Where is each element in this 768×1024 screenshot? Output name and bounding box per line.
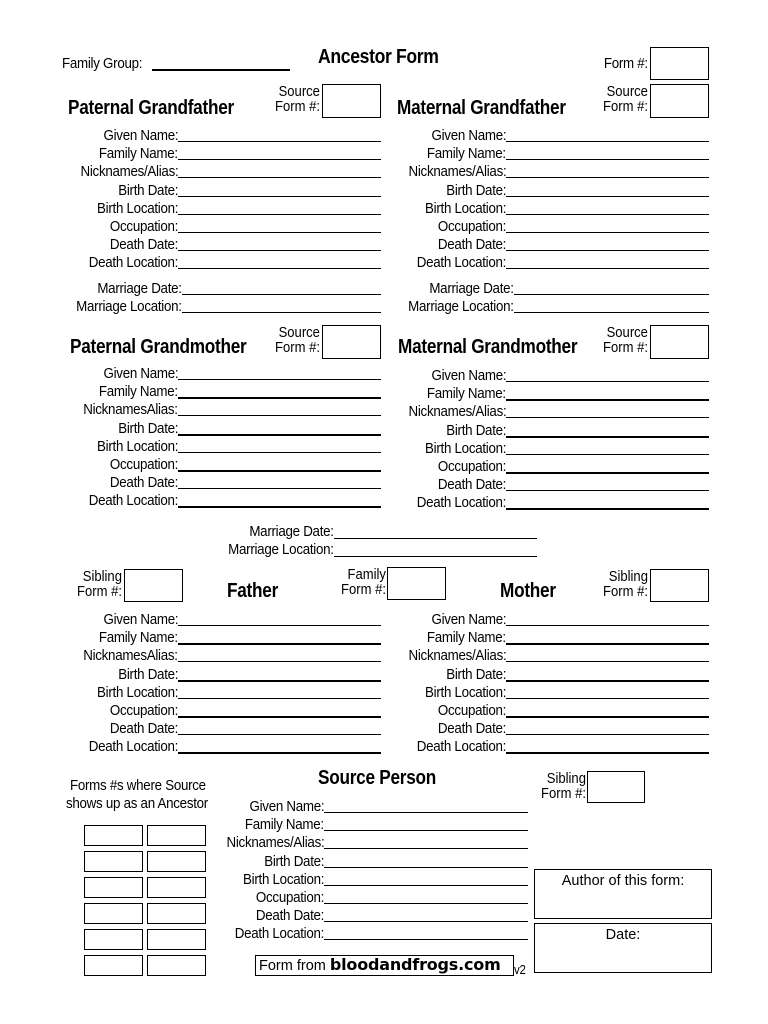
paternal-grandmother-field-1[interactable] [178,397,381,399]
forms-where-box[interactable] [147,929,206,950]
author-label: Author of this form: [561,873,685,889]
father-field-1[interactable] [178,643,381,645]
form-number-label: Form #: [603,56,648,72]
maternal-grandmother-field-1[interactable] [506,399,709,401]
maternal-grandmother-label-4: Birth Location: [424,440,506,457]
maternal-grandfather-field-4[interactable] [506,214,709,215]
source-person-label-0: Given Name: [249,799,324,815]
paternal-grandfather-field-0[interactable] [178,141,381,142]
father-label-7: Death Location: [88,739,178,756]
mother-label-3: Birth Date: [446,666,506,683]
paternal-grandmother-field-2[interactable] [178,415,381,416]
mother-label-2: Nicknames/Alias: [408,648,506,665]
mother-field-0[interactable] [506,625,709,626]
page-title: Ancestor Form [318,46,439,68]
paternal-grandfather-field-3[interactable] [178,196,381,197]
father-label-3: Birth Date: [118,666,178,683]
maternal-grandfather-field-2[interactable] [506,177,709,178]
pgf-marriage-location-field[interactable] [182,312,381,313]
mgf-marriage-date-label: Marriage Date: [429,281,514,297]
maternal-grandfather-source-label: Source Form #: [603,84,648,115]
maternal-grandmother-source-box[interactable] [650,325,709,359]
paternal-grandmother-source-box[interactable] [322,325,381,359]
paternal-grandmother-label-3: Birth Date: [118,420,178,437]
maternal-grandfather-label-2: Nicknames/Alias: [408,164,506,181]
pgf-marriage-location-label: Marriage Location: [76,299,182,315]
credit-version: v2 [514,963,526,977]
paternal-grandmother-label-6: Death Date: [109,475,178,492]
father-label-4: Birth Location: [96,684,178,701]
father-family-label: Family Form #: [341,567,386,598]
maternal-grandfather-field-6[interactable] [506,250,709,251]
maternal-grandfather-field-0[interactable] [506,141,709,142]
father-field-7[interactable] [178,752,381,754]
source-person-field-7[interactable] [324,939,528,940]
paternal-grandmother-field-6[interactable] [178,488,381,489]
source-person-field-1[interactable] [324,830,528,831]
maternal-grandfather-source-box[interactable] [650,84,709,118]
source-person-field-4[interactable] [324,885,528,886]
mother-field-7[interactable] [506,752,709,754]
mother-label-5: Occupation: [437,703,506,719]
maternal-grandmother-label-6: Death Date: [437,477,506,494]
mother-sibling-label: Sibling Form #: [603,569,648,600]
maternal-grandmother-label-2: Nicknames/Alias: [408,404,506,421]
forms-where-box[interactable] [147,955,206,976]
forms-where-box[interactable] [84,825,143,846]
maternal-grandmother-field-7[interactable] [506,508,709,510]
family-group-field[interactable] [152,69,290,71]
maternal-grandmother-label-7: Death Location: [416,495,506,512]
paternal-grandmother-label-7: Death Location: [88,493,178,510]
author-box[interactable] [534,869,712,919]
source-person-sibling-box[interactable] [587,771,645,803]
maternal-grandfather-label-4: Birth Location: [424,200,506,217]
mother-label-1: Family Name: [427,630,506,647]
maternal-grandmother-field-5[interactable] [506,472,709,474]
mother-field-1[interactable] [506,643,709,645]
paternal-grandfather-source-box[interactable] [322,84,381,118]
source-person-label-6: Death Date: [255,908,324,925]
forms-where-box[interactable] [84,903,143,924]
forms-where-box[interactable] [84,851,143,872]
father-field-6[interactable] [178,734,381,735]
mother-heading: Mother [500,580,556,602]
father-heading: Father [227,580,279,602]
paternal-grandmother-label-1: Family Name: [99,384,178,401]
forms-where-box[interactable] [84,929,143,950]
date-box[interactable] [534,923,712,973]
father-family-box[interactable] [387,567,446,600]
paternal-grandfather-label-4: Birth Location: [96,200,178,217]
paternal-grandmother-source-label: Source Form #: [275,325,320,356]
father-label-5: Occupation: [109,703,178,719]
father-sibling-label: Sibling Form #: [77,569,122,600]
maternal-grandmother-label-0: Given Name: [431,368,506,384]
paternal-grandfather-label-3: Birth Date: [118,182,178,199]
maternal-grandfather-label-1: Family Name: [427,146,506,163]
pgf-marriage-date-label: Marriage Date: [97,281,182,297]
form-number-box[interactable] [650,47,709,80]
source-person-label-1: Family Name: [245,817,324,834]
paternal-grandmother-field-0[interactable] [178,379,381,380]
parents-marriage-date-label: Marriage Date: [249,524,334,540]
maternal-grandmother-field-0[interactable] [506,381,709,382]
forms-where-line1: Forms #s where Source [70,778,206,794]
maternal-grandfather-field-3[interactable] [506,196,709,197]
father-field-4[interactable] [178,698,381,699]
father-field-5[interactable] [178,716,381,718]
credit-box [255,955,514,976]
father-label-1: Family Name: [99,630,178,647]
maternal-grandfather-label-7: Death Location: [416,255,506,272]
paternal-grandfather-field-5[interactable] [178,232,381,233]
mgf-marriage-location-field[interactable] [514,312,709,313]
father-label-0: Given Name: [103,612,178,628]
source-person-sibling-label: Sibling Form #: [541,771,586,802]
paternal-grandmother-field-5[interactable] [178,470,381,472]
mother-field-5[interactable] [506,716,709,718]
source-person-field-0[interactable] [324,812,528,813]
father-sibling-box[interactable] [124,569,183,602]
paternal-grandfather-label-7: Death Location: [88,255,178,272]
forms-where-box[interactable] [147,903,206,924]
father-field-3[interactable] [178,680,381,682]
source-person-field-3[interactable] [324,867,528,868]
source-person-field-2[interactable] [324,848,528,849]
paternal-grandmother-field-3[interactable] [178,434,381,436]
source-person-field-5[interactable] [324,903,528,904]
paternal-grandfather-heading: Paternal Grandfather [68,97,234,119]
mother-label-0: Given Name: [431,612,506,628]
source-person-label-4: Birth Location: [242,871,324,888]
paternal-grandmother-label-0: Given Name: [103,366,178,382]
paternal-grandfather-label-5: Occupation: [109,219,178,235]
maternal-grandmother-heading: Maternal Grandmother [398,336,578,358]
credit-site[interactable]: bloodandfrogs.com [329,955,501,974]
forms-where-box[interactable] [147,851,206,872]
source-person-label-3: Birth Date: [264,853,324,870]
forms-where-box[interactable] [147,825,206,846]
maternal-grandmother-field-2[interactable] [506,417,709,418]
maternal-grandmother-label-1: Family Name: [427,386,506,403]
source-person-label-5: Occupation: [255,890,324,906]
parents-marriage-date-field[interactable] [334,538,537,539]
paternal-grandfather-label-0: Given Name: [103,128,178,144]
mother-field-3[interactable] [506,680,709,682]
parents-marriage-location-label: Marriage Location: [228,542,334,558]
paternal-grandfather-label-2: Nicknames/Alias: [80,164,178,181]
mgf-marriage-location-label: Marriage Location: [408,299,514,315]
maternal-grandfather-label-5: Occupation: [437,219,506,235]
forms-where-box[interactable] [147,877,206,898]
source-person-label-7: Death Location: [234,926,324,943]
paternal-grandmother-heading: Paternal Grandmother [70,336,247,358]
maternal-grandfather-label-0: Given Name: [431,128,506,144]
mother-label-6: Death Date: [437,721,506,738]
paternal-grandfather-field-2[interactable] [178,177,381,178]
maternal-grandmother-field-3[interactable] [506,436,709,438]
paternal-grandfather-label-6: Death Date: [109,237,178,254]
maternal-grandfather-label-3: Birth Date: [446,182,506,199]
credit-prefix: Form from [259,958,326,974]
mother-field-2[interactable] [506,661,709,662]
forms-where-line2: shows up as an Ancestor [66,796,208,812]
source-person-field-6[interactable] [324,921,528,922]
paternal-grandfather-source-label: Source Form #: [275,84,320,115]
maternal-grandmother-field-6[interactable] [506,490,709,491]
mother-label-4: Birth Location: [424,684,506,701]
paternal-grandmother-field-7[interactable] [178,506,381,508]
mother-field-4[interactable] [506,698,709,699]
maternal-grandmother-label-5: Occupation: [437,459,506,475]
maternal-grandmother-source-label: Source Form #: [603,325,648,356]
date-label: Date: [605,927,641,943]
forms-where-box[interactable] [84,877,143,898]
maternal-grandfather-field-7[interactable] [506,268,709,269]
paternal-grandmother-field-4[interactable] [178,452,381,453]
paternal-grandfather-field-4[interactable] [178,214,381,215]
maternal-grandmother-label-3: Birth Date: [446,422,506,439]
father-label-2: NicknamesAlias: [83,648,178,665]
parents-marriage-location-field[interactable] [334,556,537,557]
pgf-marriage-date-field[interactable] [182,294,381,295]
father-field-0[interactable] [178,625,381,626]
paternal-grandfather-field-1[interactable] [178,159,381,160]
paternal-grandmother-label-4: Birth Location: [96,438,178,455]
mother-sibling-box[interactable] [650,569,709,602]
source-person-label-2: Nicknames/Alias: [226,835,324,852]
maternal-grandfather-heading: Maternal Grandfather [397,97,566,119]
father-label-6: Death Date: [109,721,178,738]
paternal-grandfather-field-7[interactable] [178,268,381,269]
paternal-grandmother-label-5: Occupation: [109,457,178,473]
paternal-grandmother-label-2: NicknamesAlias: [83,402,178,419]
forms-where-box[interactable] [84,955,143,976]
paternal-grandfather-label-1: Family Name: [99,146,178,163]
mgf-marriage-date-field[interactable] [514,294,709,295]
father-field-2[interactable] [178,661,381,662]
maternal-grandmother-field-4[interactable] [506,454,709,455]
source-person-heading: Source Person [318,767,437,789]
mother-field-6[interactable] [506,734,709,735]
maternal-grandfather-field-1[interactable] [506,159,709,160]
maternal-grandfather-field-5[interactable] [506,232,709,233]
mother-label-7: Death Location: [416,739,506,756]
paternal-grandfather-field-6[interactable] [178,250,381,251]
family-group-label: Family Group: [62,56,143,72]
maternal-grandfather-label-6: Death Date: [437,237,506,254]
